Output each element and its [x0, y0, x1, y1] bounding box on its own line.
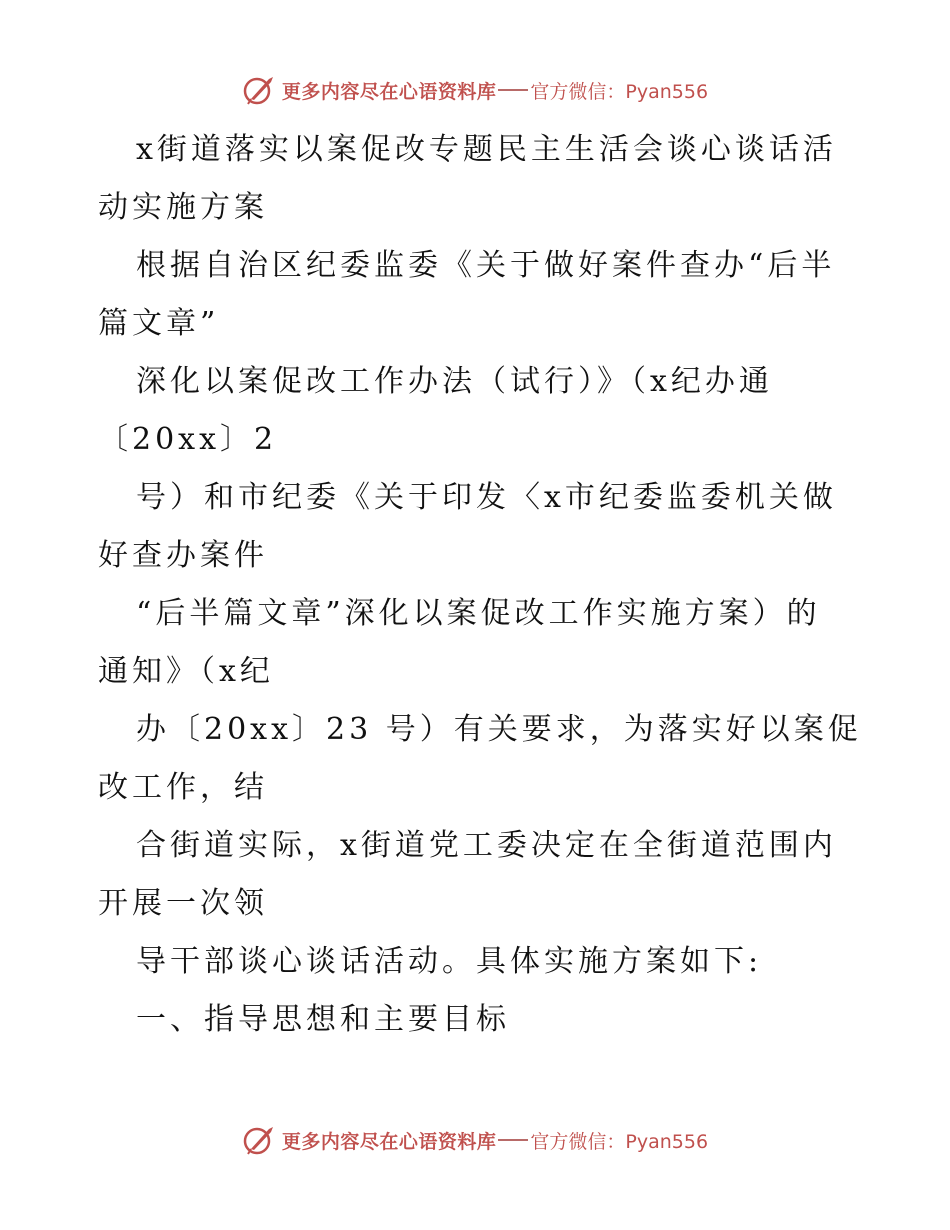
watermark-dash	[498, 89, 528, 91]
text-line: 深化以案促改工作办法（试行）》（x纪办通	[136, 364, 773, 399]
quill-logo-icon	[242, 1123, 276, 1157]
text-line: 通知》（x纪	[98, 654, 274, 689]
text-line: 篇文章”	[98, 306, 220, 341]
text-line: 导干部谈心谈话活动。具体实施方案如下:	[136, 944, 763, 979]
text-line: 动实施方案	[98, 190, 268, 225]
text-line: 办〔20xx〕23 号）有关要求，为落实好以案促	[136, 712, 862, 747]
watermark-brand: 更多内容尽在心语资料库	[281, 80, 497, 103]
watermark-brand: 更多内容尽在心语资料库	[281, 1130, 497, 1153]
footer-watermark	[0, 1120, 950, 1160]
header-watermark	[0, 70, 950, 110]
watermark-contact: 官方微信：Pyan556	[530, 1130, 709, 1153]
watermark-contact: 官方微信：Pyan556	[530, 80, 709, 103]
text-line: 根据自治区纪委监委《关于做好案件查办“后半	[136, 248, 836, 283]
text-line: 合街道实际，x街道党工委决定在全街道范围内	[136, 828, 837, 863]
text-line: 开展一次领	[98, 886, 268, 921]
quill-logo-icon	[242, 73, 276, 107]
text-line: 〔20xx〕2	[98, 422, 278, 457]
document-body	[98, 124, 862, 1052]
text-line: 改工作，结	[98, 770, 268, 805]
text-line: 号）和市纪委《关于印发〈x市纪委监委机关做	[136, 480, 837, 515]
text-line: x街道落实以案促改专题民主生活会谈心谈话活	[136, 132, 837, 167]
text-line: “后半篇文章”深化以案促改工作实施方案）的	[136, 596, 821, 631]
watermark-dash	[498, 1139, 528, 1141]
text-line: 一、指导思想和主要目标	[136, 1002, 510, 1037]
text-line: 好查办案件	[98, 538, 268, 573]
